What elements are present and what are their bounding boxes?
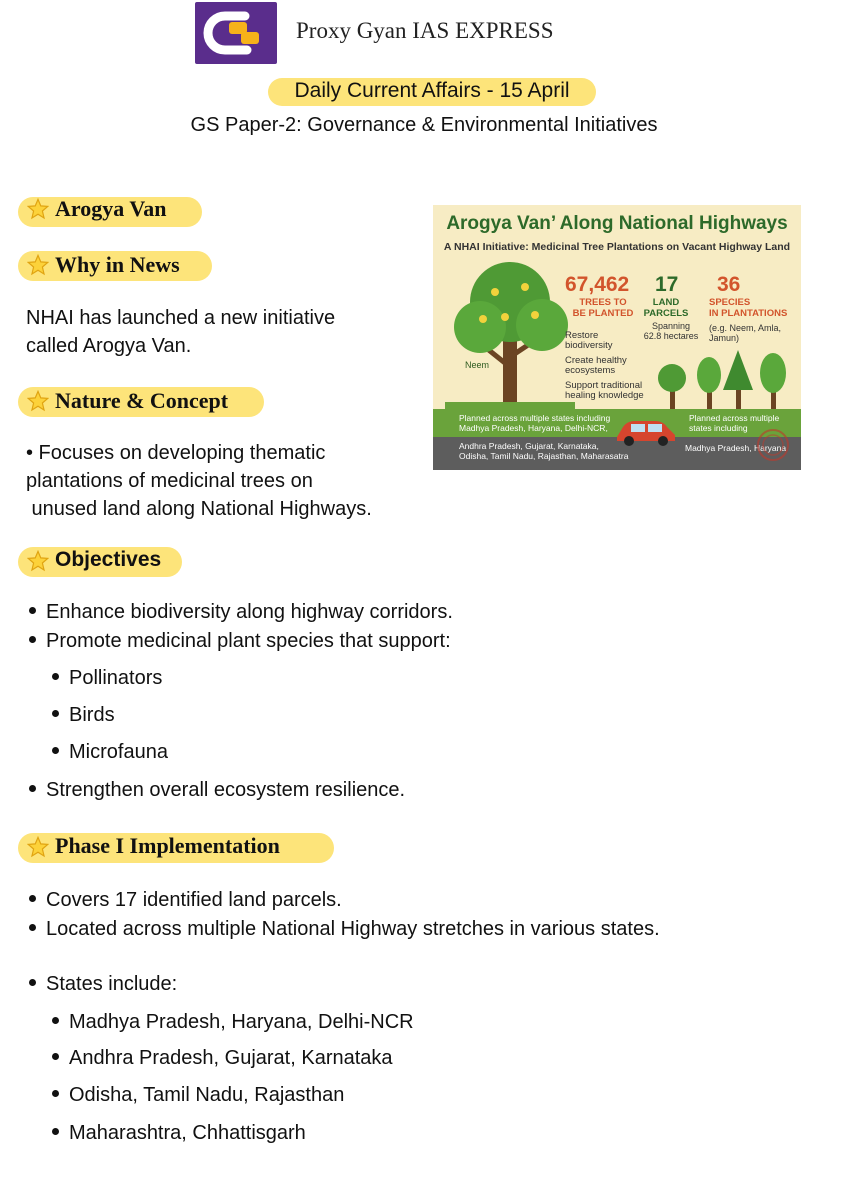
- why-heading: Why in News: [55, 252, 180, 277]
- why-line-1: NHAI has launched a new initiative: [26, 307, 336, 329]
- nature-line-3: unused land along National Highways.: [26, 498, 372, 520]
- infographic-title: Arogya Van’ Along National Highways: [446, 213, 788, 234]
- neem-tree-icon: [445, 257, 575, 412]
- phase-item: Located across multiple National Highway stretches in various states.: [29, 918, 660, 941]
- car-icon: [613, 417, 679, 447]
- state-item: Maharashtra, Chhattisgarh: [52, 1122, 306, 1145]
- states-intro: States include:: [29, 973, 177, 996]
- star-icon: [27, 836, 49, 858]
- date-label: Daily Current Affairs - 15 April: [294, 79, 570, 102]
- state-item: Madhya Pradesh, Haryana, Delhi-NCR: [52, 1011, 414, 1034]
- stat-trees-value: 67,462: [565, 273, 630, 296]
- stat-species-label: SPECIES IN PLANTATIONS: [709, 297, 788, 319]
- objective-sub-item: Birds: [52, 704, 115, 727]
- objective-sub-item: Microfauna: [52, 741, 168, 764]
- infographic-bullet: Create healthy ecosystems: [565, 355, 627, 376]
- topic-title: Arogya Van: [55, 196, 167, 221]
- band-right-text: Planned across multiple states including: [689, 413, 780, 433]
- nature-line-1: • Focuses on developing thematic: [26, 442, 326, 464]
- tree-label: Neem: [465, 360, 490, 370]
- infographic-subtitle: A NHAI Initiative: Medicinal Tree Plantations on Vacant Highway Land: [443, 241, 791, 253]
- stat-trees-label: TREES TO BE PLANTED: [572, 297, 634, 319]
- stat-species-note: (e.g. Neem, Amla, Jamun): [709, 323, 782, 343]
- infographic: [433, 205, 801, 470]
- brand-name: Proxy Gyan IAS EXPRESS: [296, 18, 554, 43]
- infographic-bullet: Restore biodiversity: [565, 330, 613, 351]
- stat-species-value: 36: [717, 273, 741, 296]
- star-icon: [27, 390, 49, 412]
- star-icon: [27, 254, 49, 276]
- logo: [195, 2, 277, 64]
- phase-heading: Phase I Implementation: [55, 833, 280, 858]
- objective-sub-item: Pollinators: [52, 667, 162, 690]
- objective-item: Promote medicinal plant species that support:: [29, 630, 451, 653]
- objective-item: Strengthen overall ecosystem resilience.: [29, 779, 405, 802]
- stat-parcels-label: LAND PARCELS: [643, 297, 689, 319]
- star-icon: [27, 550, 49, 572]
- infographic-bullet: Support traditional healing knowledge: [565, 380, 644, 401]
- road-left-text: Andhra Pradesh, Gujarat, Karnataka, Odisha, Tamil Nadu, Rajasthan, Maharasatra: [459, 441, 629, 461]
- nature-heading: Nature & Concept: [55, 388, 229, 413]
- stat-parcels-value: 17: [655, 273, 679, 296]
- paper-label: GS Paper-2: Governance & Environmental Initiatives: [190, 114, 658, 136]
- logo-mark-icon: [195, 2, 277, 64]
- nature-line-2: plantations of medicinal trees on: [26, 470, 313, 492]
- why-line-2: called Arogya Van.: [26, 335, 192, 357]
- state-item: Andhra Pradesh, Gujarat, Karnataka: [52, 1047, 393, 1070]
- stat-parcels-note: Spanning 62.8 hectares: [643, 321, 699, 341]
- band-left-text: Planned across multiple states including Madhya Pradesh, Haryana, Delhi-NCR,: [459, 413, 611, 433]
- star-icon: [27, 198, 49, 220]
- objectives-heading: Objectives: [55, 548, 162, 571]
- stamp-icon: [755, 427, 791, 463]
- trees-icon: [651, 345, 801, 411]
- state-item: Odisha, Tamil Nadu, Rajasthan: [52, 1084, 344, 1107]
- road-right-text: Madhya Pradesh, Haryana: [685, 443, 787, 453]
- objective-item: Enhance biodiversity along highway corridors.: [29, 601, 453, 624]
- phase-item: Covers 17 identified land parcels.: [29, 889, 342, 912]
